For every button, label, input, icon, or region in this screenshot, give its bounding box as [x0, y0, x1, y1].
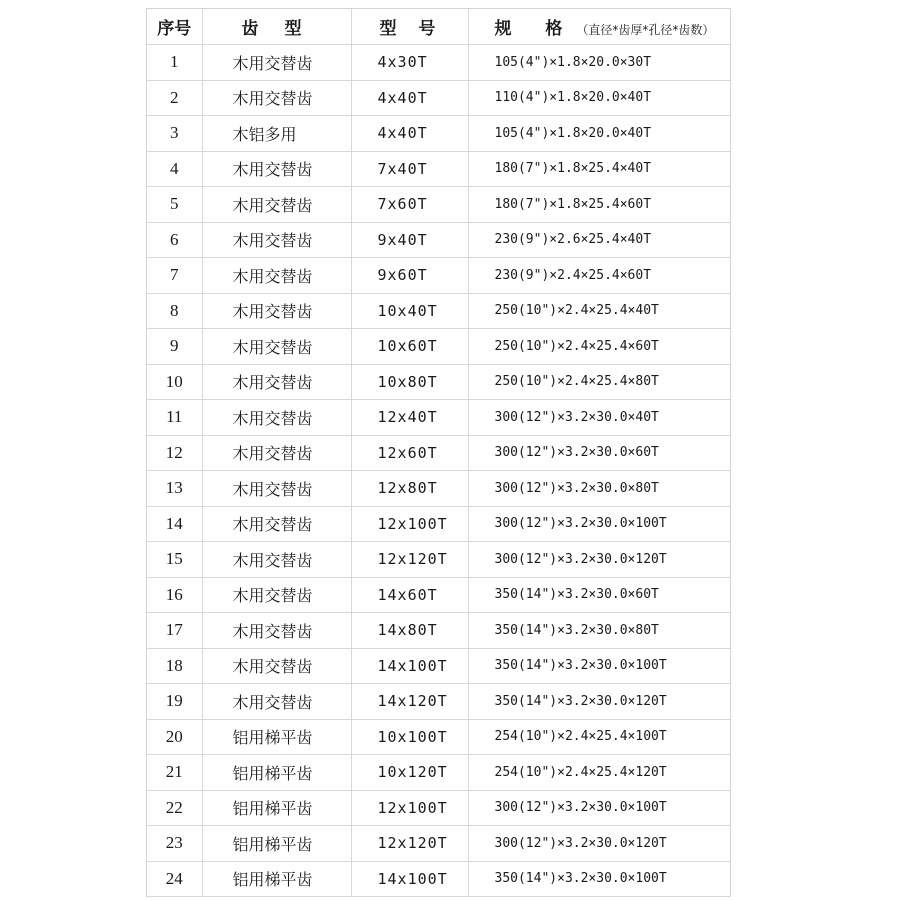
row-spec: 300(12")×3.2×30.0×120T — [468, 826, 730, 862]
row-index: 10 — [147, 364, 202, 400]
row-model: 14x60T — [351, 577, 468, 613]
row-tooth-type: 木用交替齿 — [202, 435, 351, 471]
row-model: 12x100T — [351, 506, 468, 542]
table-row — [147, 400, 730, 436]
table-header-row — [147, 9, 730, 45]
header-model: 型 号 — [351, 9, 468, 45]
table-row — [147, 613, 730, 649]
table-row — [147, 364, 730, 400]
row-index: 1 — [147, 45, 202, 81]
row-tooth-type: 木用交替齿 — [202, 80, 351, 116]
row-index: 2 — [147, 80, 202, 116]
row-model: 12x40T — [351, 400, 468, 436]
row-index: 13 — [147, 471, 202, 507]
table-row — [147, 116, 730, 152]
table-row — [147, 577, 730, 613]
row-tooth-type: 木用交替齿 — [202, 506, 351, 542]
row-index: 24 — [147, 861, 202, 897]
table-row — [147, 755, 730, 791]
row-spec: 180(7")×1.8×25.4×40T — [468, 151, 730, 187]
row-spec: 254(10")×2.4×25.4×120T — [468, 755, 730, 791]
row-spec: 250(10")×2.4×25.4×60T — [468, 329, 730, 365]
table-row — [147, 648, 730, 684]
row-index: 12 — [147, 435, 202, 471]
table-row — [147, 719, 730, 755]
table-row — [147, 790, 730, 826]
row-tooth-type: 木用交替齿 — [202, 222, 351, 258]
row-spec: 300(12")×3.2×30.0×40T — [468, 400, 730, 436]
table-row — [147, 435, 730, 471]
row-spec: 350(14")×3.2×30.0×100T — [468, 861, 730, 897]
row-index: 8 — [147, 293, 202, 329]
row-spec: 230(9")×2.6×25.4×40T — [468, 222, 730, 258]
table-row — [147, 258, 730, 294]
row-model: 14x80T — [351, 613, 468, 649]
row-tooth-type: 木用交替齿 — [202, 364, 351, 400]
saw-blade-spec-table — [146, 8, 731, 897]
row-spec: 110(4")×1.8×20.0×40T — [468, 80, 730, 116]
row-model: 10x80T — [351, 364, 468, 400]
row-index: 3 — [147, 116, 202, 152]
row-model: 10x100T — [351, 719, 468, 755]
row-tooth-type: 木用交替齿 — [202, 400, 351, 436]
row-model: 12x120T — [351, 542, 468, 578]
row-spec: 180(7")×1.8×25.4×60T — [468, 187, 730, 223]
table-row — [147, 542, 730, 578]
header-spec-label: 规 格 — [494, 19, 577, 39]
table-row — [147, 80, 730, 116]
row-tooth-type: 木用交替齿 — [202, 648, 351, 684]
table-body — [147, 45, 730, 897]
row-model: 7x40T — [351, 151, 468, 187]
row-index: 23 — [147, 826, 202, 862]
row-spec: 350(14")×3.2×30.0×60T — [468, 577, 730, 613]
row-spec: 300(12")×3.2×30.0×100T — [468, 790, 730, 826]
table-row — [147, 293, 730, 329]
table-row — [147, 826, 730, 862]
row-index: 19 — [147, 684, 202, 720]
table-row — [147, 151, 730, 187]
row-spec: 250(10")×2.4×25.4×80T — [468, 364, 730, 400]
row-spec: 300(12")×3.2×30.0×80T — [468, 471, 730, 507]
row-index: 7 — [147, 258, 202, 294]
header-tooth-type: 齿 型 — [202, 9, 351, 45]
row-index: 11 — [147, 400, 202, 436]
row-tooth-type: 木铝多用 — [202, 116, 351, 152]
row-tooth-type: 木用交替齿 — [202, 471, 351, 507]
row-tooth-type: 木用交替齿 — [202, 684, 351, 720]
row-tooth-type: 木用交替齿 — [202, 577, 351, 613]
row-model: 4x30T — [351, 45, 468, 81]
table-row — [147, 471, 730, 507]
row-tooth-type: 铝用梯平齿 — [202, 790, 351, 826]
row-tooth-type: 木用交替齿 — [202, 151, 351, 187]
row-model: 10x60T — [351, 329, 468, 365]
table-row — [147, 684, 730, 720]
row-model: 4x40T — [351, 116, 468, 152]
row-model: 14x120T — [351, 684, 468, 720]
table-row — [147, 187, 730, 223]
row-spec: 105(4")×1.8×20.0×40T — [468, 116, 730, 152]
row-model: 12x120T — [351, 826, 468, 862]
row-tooth-type: 木用交替齿 — [202, 187, 351, 223]
row-tooth-type: 木用交替齿 — [202, 293, 351, 329]
row-spec: 254(10")×2.4×25.4×100T — [468, 719, 730, 755]
row-model: 12x100T — [351, 790, 468, 826]
row-tooth-type: 木用交替齿 — [202, 258, 351, 294]
row-model: 10x120T — [351, 755, 468, 791]
row-spec: 350(14")×3.2×30.0×80T — [468, 613, 730, 649]
row-index: 9 — [147, 329, 202, 365]
row-tooth-type: 木用交替齿 — [202, 45, 351, 81]
row-model: 12x80T — [351, 471, 468, 507]
row-spec: 350(14")×3.2×30.0×120T — [468, 684, 730, 720]
row-model: 14x100T — [351, 648, 468, 684]
table-row — [147, 222, 730, 258]
row-tooth-type: 木用交替齿 — [202, 329, 351, 365]
row-index: 21 — [147, 755, 202, 791]
table-row — [147, 506, 730, 542]
row-index: 4 — [147, 151, 202, 187]
row-model: 9x60T — [351, 258, 468, 294]
row-spec: 300(12")×3.2×30.0×100T — [468, 506, 730, 542]
row-index: 17 — [147, 613, 202, 649]
row-spec: 350(14")×3.2×30.0×100T — [468, 648, 730, 684]
row-tooth-type: 铝用梯平齿 — [202, 755, 351, 791]
header-spec — [468, 9, 730, 45]
row-model: 10x40T — [351, 293, 468, 329]
row-tooth-type: 铝用梯平齿 — [202, 826, 351, 862]
row-spec: 250(10")×2.4×25.4×40T — [468, 293, 730, 329]
table-row — [147, 45, 730, 81]
row-spec: 300(12")×3.2×30.0×60T — [468, 435, 730, 471]
header-index: 序号 — [147, 9, 202, 45]
row-model: 9x40T — [351, 222, 468, 258]
spec-table — [147, 9, 730, 897]
row-spec: 105(4")×1.8×20.0×30T — [468, 45, 730, 81]
row-index: 5 — [147, 187, 202, 223]
header-spec-note: （直径*齿厚*孔径*齿数） — [576, 23, 715, 37]
row-spec: 300(12")×3.2×30.0×120T — [468, 542, 730, 578]
row-index: 22 — [147, 790, 202, 826]
row-tooth-type: 木用交替齿 — [202, 542, 351, 578]
row-index: 6 — [147, 222, 202, 258]
row-index: 14 — [147, 506, 202, 542]
row-tooth-type: 铝用梯平齿 — [202, 861, 351, 897]
row-index: 16 — [147, 577, 202, 613]
row-model: 14x100T — [351, 861, 468, 897]
table-row — [147, 861, 730, 897]
row-model: 7x60T — [351, 187, 468, 223]
row-model: 12x60T — [351, 435, 468, 471]
row-index: 15 — [147, 542, 202, 578]
row-index: 20 — [147, 719, 202, 755]
table-row — [147, 329, 730, 365]
row-tooth-type: 木用交替齿 — [202, 613, 351, 649]
row-index: 18 — [147, 648, 202, 684]
row-tooth-type: 铝用梯平齿 — [202, 719, 351, 755]
row-spec: 230(9")×2.4×25.4×60T — [468, 258, 730, 294]
row-model: 4x40T — [351, 80, 468, 116]
